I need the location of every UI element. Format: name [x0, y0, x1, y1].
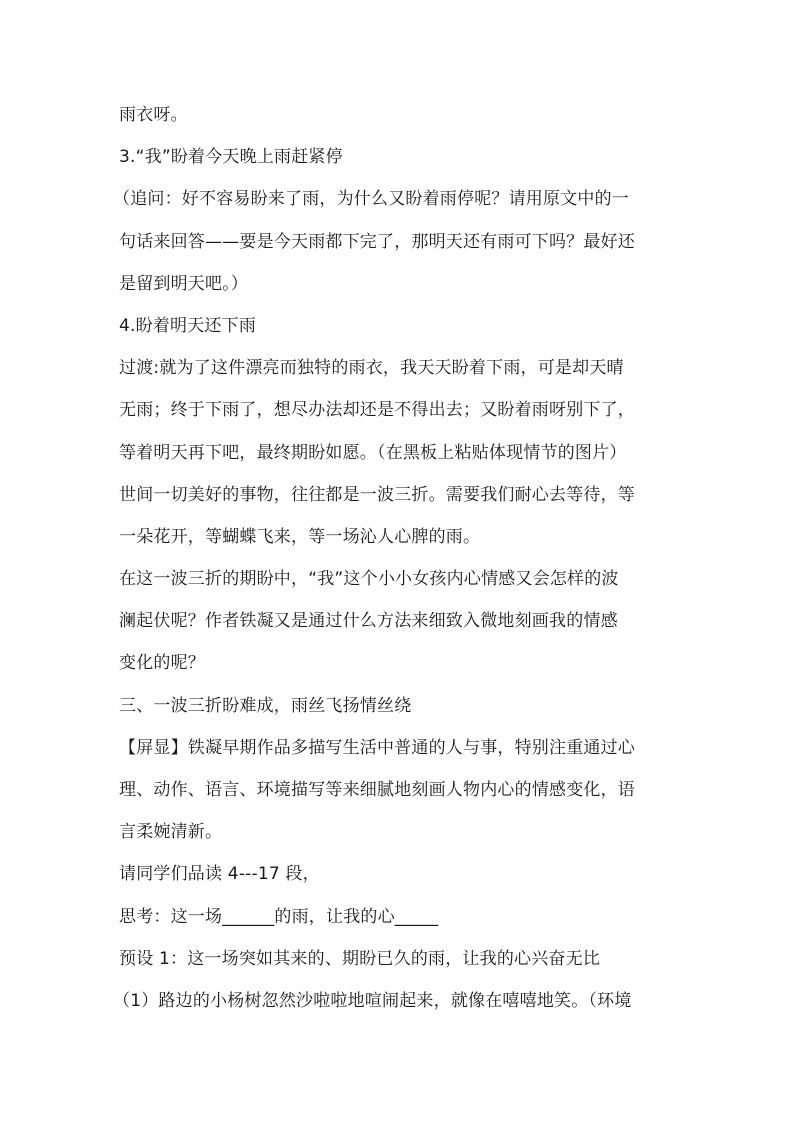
text-line: 在这一波三折的期盼中，“我”这个小小女孩内心情感又会怎样的波 — [119, 569, 619, 590]
text-line: 预设 1：这一场突如其来的、期盼已久的雨，让我的心兴奋无比 — [119, 948, 601, 969]
section-heading: 4.盼着明天还下雨 — [119, 315, 257, 336]
text-line: 等着明天再下吧，最终期盼如愿。（在黑板上粘贴体现情节的图片） — [119, 442, 627, 463]
text-line: 句话来回答——要是今天雨都下完了，那明天还有雨可下吗？最好还 — [119, 231, 635, 252]
text-line: 过渡:就为了这件漂亮而独特的雨衣，我天天盼着下雨，可是却天晴 — [119, 358, 624, 379]
text-line: 理、动作、语言、环境描写等来细腻地刻画人物内心的情感变化，语 — [119, 780, 635, 800]
text-line: 请同学们品读 4---17 段， — [119, 864, 320, 885]
text-line: 言柔婉清新。 — [119, 822, 223, 843]
text-line: 无雨；终于下雨了，想尽办法却还是不得出去；又盼着雨呀别下了， — [119, 400, 635, 421]
section-heading: 3.“我”盼着今天晚上雨赶紧停 — [119, 147, 343, 168]
text-line: 世间一切美好的事物，往往都是一波三折。需要我们耐心去等待，等 — [119, 484, 635, 505]
text-line: （1）路边的小杨树忽然沙啦啦地喧闹起来，就像在嘻嘻地笑。（环境 — [113, 990, 632, 1011]
text-line: 思考：这一场______的雨，让我的心_____ — [119, 906, 439, 927]
text-line: 澜起伏呢？作者铁凝又是通过什么方法来细致入微地刻画我的情感 — [119, 611, 618, 632]
text-line: 【屏显】铁凝早期作品多描写生活中普通的人与事，特别注重通过心 — [119, 737, 635, 758]
section-heading: 三、一波三折盼难成，雨丝飞扬情丝绕 — [119, 695, 412, 716]
text-line: 雨衣呀。 — [119, 105, 188, 125]
document-body — [113, 103, 679, 1031]
text-line: 变化的呢？ — [119, 653, 205, 674]
text-line: 是留到明天吧。） — [119, 273, 249, 294]
text-line: 一朵花开，等蝴蝶飞来，等一场沁人心脾的雨。 — [119, 526, 481, 547]
text-line: （追问：好不容易盼来了雨，为什么又盼着雨停呢？请用原文中的一 — [113, 189, 629, 210]
